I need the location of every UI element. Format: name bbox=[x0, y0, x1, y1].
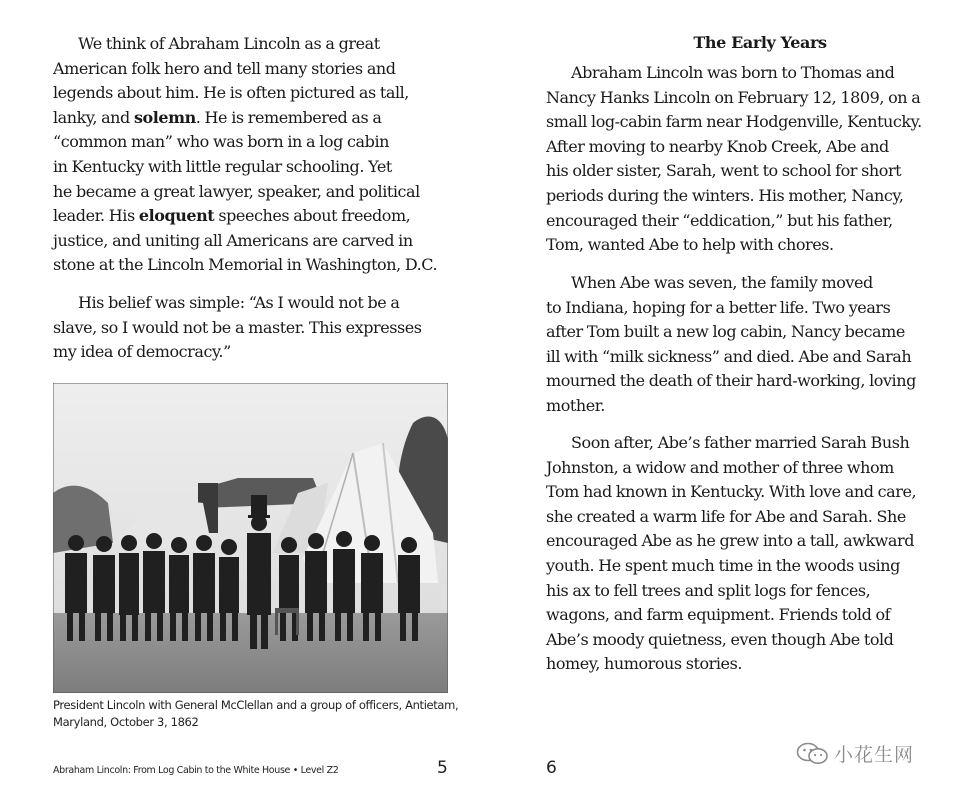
text-line: my idea of democracy.” bbox=[53, 342, 231, 362]
text-line: legends about him. He is often pictured as tall, bbox=[53, 83, 409, 103]
text-line: ill with “milk sickness” and died. Abe and Sarah bbox=[546, 346, 912, 366]
text-line bbox=[53, 106, 437, 131]
section-heading: The Early Years bbox=[693, 33, 827, 52]
text-line: Abraham Lincoln was born to Thomas and bbox=[571, 63, 895, 82]
text-line: After moving to nearby Knob Creek, Abe and bbox=[546, 136, 889, 156]
text-line: youth. He spent much time in the woods using bbox=[546, 555, 900, 575]
caption-line: President Lincoln with General McClellan and a group of officers, Antietam, bbox=[53, 698, 459, 712]
text-line: justice, and uniting all Americans are carved in bbox=[53, 230, 413, 250]
text-line: encouraged their “eddication,” but his father, bbox=[546, 210, 893, 230]
text-line: to Indiana, hoping for a better life. Two years bbox=[546, 297, 891, 317]
text-line: His belief was simple: “As I would not be a bbox=[78, 293, 400, 312]
right-page bbox=[480, 0, 960, 795]
paragraph-indiana bbox=[546, 271, 916, 419]
paragraph-stepmother bbox=[546, 431, 916, 677]
text-line: Soon after, Abe’s father married Sarah Bush bbox=[571, 433, 910, 452]
paragraph-birth bbox=[546, 61, 922, 258]
text-line: slave, so I would not be a master. This expresses bbox=[53, 317, 422, 337]
paragraph-intro bbox=[53, 32, 437, 278]
vocab-word-solemn: solemn bbox=[133, 107, 196, 127]
text-line: wagons, and farm equipment. Friends told of bbox=[546, 605, 891, 625]
text-line: encouraged Abe as he grew into a tall, awkward bbox=[546, 531, 915, 551]
text-line: mourned the death of their hard-working, loving bbox=[546, 371, 916, 391]
text-line: mother. bbox=[546, 395, 605, 415]
text-line: When Abe was seven, the family moved bbox=[571, 273, 873, 292]
text-run: lanky, and bbox=[53, 107, 134, 127]
text-line: stone at the Lincoln Memorial in Washington, D.C. bbox=[53, 255, 438, 275]
text-line: We think of Abraham Lincoln as a great bbox=[78, 34, 380, 53]
page-number: 5 bbox=[437, 758, 448, 778]
text-line: his ax to fell trees and split logs for fences, bbox=[546, 580, 871, 600]
text-line: he became a great lawyer, speaker, and political bbox=[53, 181, 420, 201]
page-number: 6 bbox=[546, 758, 557, 778]
paragraph-quote bbox=[53, 291, 422, 365]
vocab-word-eloquent: eloquent bbox=[138, 206, 215, 226]
text-run: leader. His bbox=[53, 206, 139, 226]
text-line: Tom had known in Kentucky. With love and care, bbox=[546, 482, 917, 502]
text-line: after Tom built a new log cabin, Nancy became bbox=[546, 322, 905, 342]
text-line: Nancy Hanks Lincoln on February 12, 1809, on a bbox=[546, 87, 921, 107]
text-line: she created a warm life for Abe and Sarah. She bbox=[546, 506, 906, 526]
wechat-icon bbox=[796, 742, 830, 766]
caption-line: Maryland, October 3, 1862 bbox=[53, 715, 199, 729]
text-run: speeches about freedom, bbox=[214, 206, 411, 226]
photo-caption bbox=[53, 697, 459, 731]
text-line: in Kentucky with little regular schooling. Yet bbox=[53, 156, 392, 176]
text-line: Tom, wanted Abe to help with chores. bbox=[546, 235, 834, 255]
watermark bbox=[796, 740, 936, 766]
text-run: . He is remembered as a bbox=[195, 107, 382, 127]
text-line: American folk hero and tell many stories and bbox=[53, 58, 396, 78]
text-line bbox=[53, 204, 437, 229]
text-line: homey, humorous stories. bbox=[546, 654, 742, 674]
text-line: periods during the winters. His mother, Nancy, bbox=[546, 185, 904, 205]
watermark-text: 小花生网 bbox=[834, 744, 915, 766]
text-line: his older sister, Sarah, went to school for short bbox=[546, 161, 902, 181]
text-line: “common man” who was born in a log cabin bbox=[53, 132, 389, 152]
book-footer-title: Abraham Lincoln: From Log Cabin to the White House • Level Z2 bbox=[53, 765, 339, 776]
text-line: Abe’s moody quietness, even though Abe told bbox=[546, 629, 894, 649]
text-line: Johnston, a widow and mother of three whom bbox=[546, 457, 894, 477]
text-line: small log-cabin farm near Hodgenville, Kentucky. bbox=[546, 112, 922, 132]
historical-photo bbox=[53, 383, 448, 693]
